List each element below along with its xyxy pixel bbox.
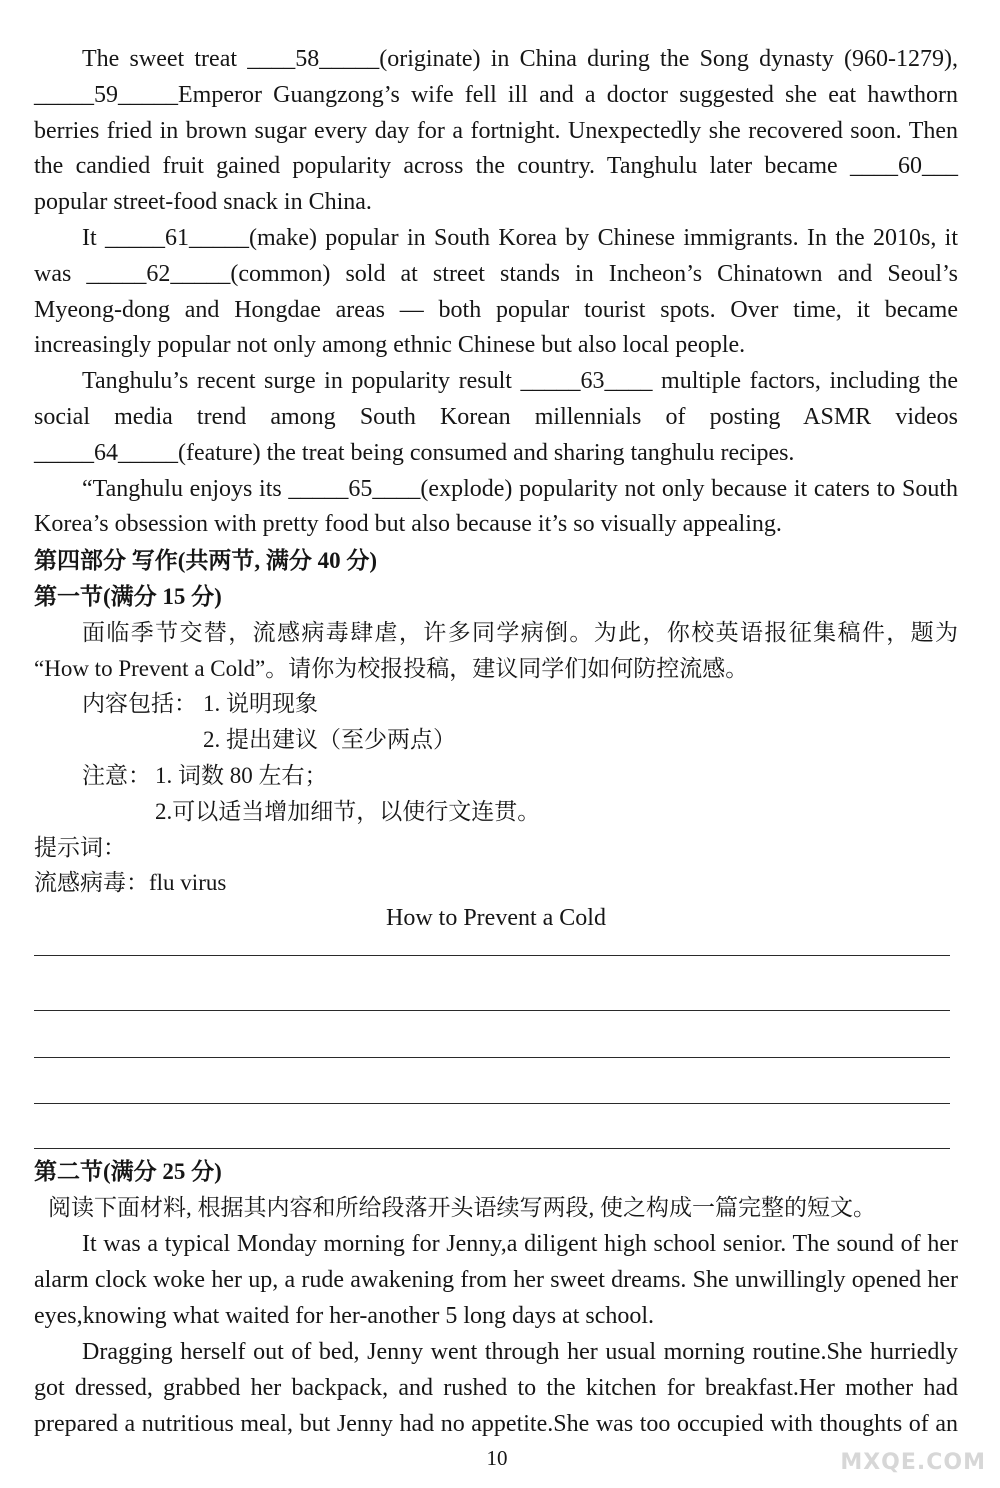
section-1-prompt [34,615,958,687]
story-line: Dragging herself out of bed, Jenny went through her usual morning routine.She hurriedly [82,1339,958,1365]
prompt-line: “How to Prevent a Cold”。请你为校报投稿，建议同学们如何防控流感。 [34,655,749,681]
cloze-passage [34,42,958,543]
passage-line: Myeong-dong and Hongdae areas — both popular tourist spots. Over time, it became [34,296,958,323]
hint-label: 提示词： [34,834,126,860]
passage-line: _____59_____Emperor Guangzong’s wife fell ill and a doctor suggested she eat hawthorn [34,81,958,108]
note-item: 1. 词数 80 左右； [155,762,328,788]
section-2-instruction: 阅读下面材料, 根据其内容和所给段落开头语续写两段, 使之构成一篇完整的短文。 [48,1195,876,1220]
prompt-line: 面临季节交替，流感病毒肆虐，许多同学病倒。为此，你校英语报征集稿件，题为 [82,619,958,645]
content-requirements [34,686,958,722]
answer-line [34,1010,950,1011]
writing-section-1 [34,543,958,937]
answer-line [34,1103,950,1104]
hint-word: 流感病毒：flu virus [34,870,227,896]
passage-line: popular street-food snack in China. [34,189,372,216]
story-line: eyes,knowing what waited for her-another 5 long days at school. [34,1303,655,1329]
story-paragraph-2 [34,1334,958,1442]
passage-paragraph-4 [34,472,958,544]
note-item: 2.可以适当增加细节，以使行文连贯。 [155,798,541,824]
writing-section-2 [34,1154,958,1442]
story-line: alarm clock woke her up, a rude awakening from her sweet dreams. She unwillingly opened her [34,1267,958,1293]
passage-line: increasingly popular not only among ethnic Chinese but also local people. [34,332,746,359]
passage-line: Korea’s obsession with pretty food but also because it’s so visually appealing. [34,511,782,538]
passage-line: the candied fruit gained popularity across the country. Tanghulu later became ____60___ [34,153,958,180]
essay-title: How to Prevent a Cold [386,905,606,932]
passage-paragraph-3 [34,364,958,471]
part-heading: 第四部分 写作(共两节, 满分 40 分) [34,548,378,574]
content-label: 内容包括： [82,691,197,717]
passage-line: “Tanghulu enjoys its _____65____(explode) popularity not only because it caters to South [82,475,958,502]
answer-line [34,1148,950,1149]
passage-line: Tanghulu’s recent surge in popularity result _____63____ multiple factors, including the [82,368,958,395]
passage-paragraph-1 [34,42,958,221]
story-line: prepared a nutritious meal, but Jenny had no appetite.She was too occupied with thoughts of an [34,1411,958,1437]
content-item: 2. 提出建议（至少两点） [203,727,456,753]
passage-line: was _____62_____(common) sold at street stands in Incheon’s Chinatown and Seoul’s [34,260,958,287]
content-item: 1. 说明现象 [203,691,318,717]
passage-line: social media trend among South Korean millennials of posting ASMR videos [34,403,958,430]
section-2-heading: 第二节(满分 25 分) [34,1159,222,1184]
notes [34,758,958,794]
passage-line: The sweet treat ____58_____(originate) in China during the Song dynasty (960-1279), [82,46,958,72]
passage-paragraph-2 [34,221,958,364]
page-number: 10 [486,1446,508,1470]
passage-line: It _____61_____(make) popular in South Korea by Chinese immigrants. In the 2010s, it [82,224,958,251]
watermark: MXQE.COM [840,1450,986,1475]
passage-line: berries fried in brown sugar every day for a fortnight. Unexpectedly she recovered soon. Then [34,117,958,144]
story-paragraph-1 [34,1226,958,1334]
story-line: got dressed, grabbed her backpack, and rushed to the kitchen for breakfast.Her mother had [34,1375,958,1401]
answer-line [34,955,950,956]
passage-line: _____64_____(feature) the treat being consumed and sharing tanghulu recipes. [34,439,795,466]
answer-line [34,1057,950,1058]
notes-label: 注意： [82,762,151,788]
section-1-heading: 第一节(满分 15 分) [34,583,222,609]
story-line: It was a typical Monday morning for Jenny,a diligent high school senior. The sound of her [82,1231,958,1257]
